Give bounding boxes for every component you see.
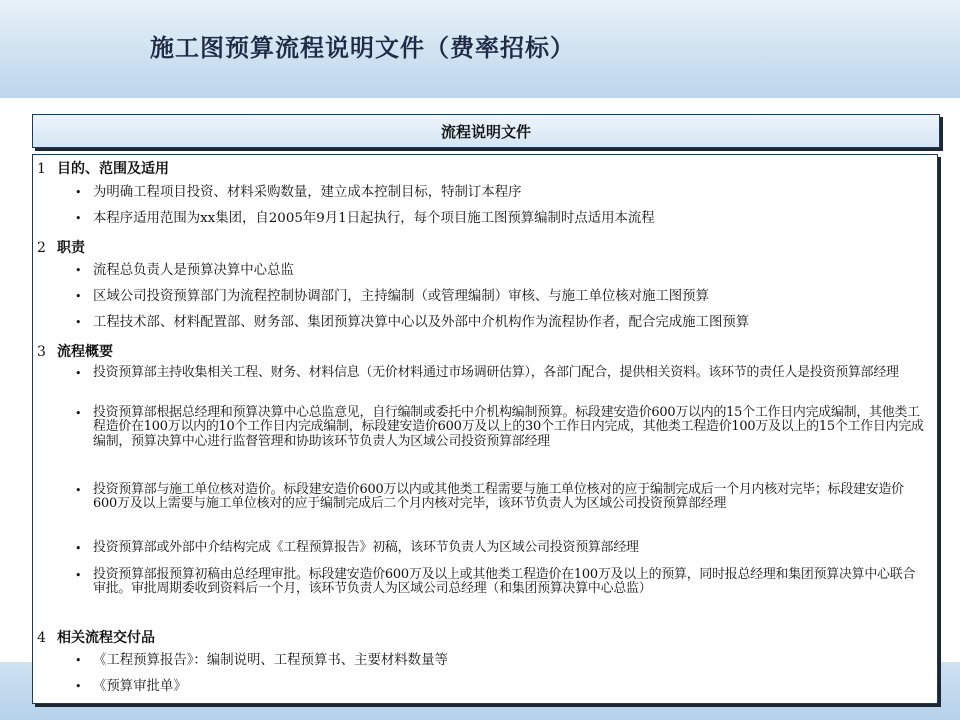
list-item: • 《预算审批单》 xyxy=(75,679,187,694)
bullet-icon: • xyxy=(75,542,82,555)
bullet-icon: • xyxy=(75,484,82,497)
section-title: 职责 xyxy=(57,240,85,256)
section-title: 流程概要 xyxy=(57,344,113,360)
content-box xyxy=(32,154,938,704)
bullet-icon: • xyxy=(75,367,82,380)
list-item: • 区域公司投资预算部门为流程控制协调部门，主持编制（或管理编制）审核、与施工单位核对施工图预算 xyxy=(75,289,709,304)
list-item: • 《工程预算报告》：编制说明、工程预算书、主要材料数量等 xyxy=(75,653,448,668)
list-item: • 流程总负责人是预算决算中心总监 xyxy=(75,263,294,278)
bullet-icon: • xyxy=(75,407,82,420)
list-item: • 投资预算部主持收集相关工程、财务、材料信息（无价材料通过市场调研估算），各部门配合，提供相关资料。该环节的责任人是投资预算部经理 xyxy=(75,365,899,380)
list-item: • 投资预算部或外部中介结构完成《工程预算报告》初稿，该环节负责人为区域公司投资预算部经理 xyxy=(75,540,639,555)
section-title: 相关流程交付品 xyxy=(57,630,155,646)
list-item: • 投资预算部与施工单位核对造价。标段建安造价600万以内或其他类工程需要与施工单位核对的应于编制完成后一个月内核对完毕；标段建安造价600万及以上需要与施工单位核对的应于编制完成后二个月内核对完毕，该环节负责人为区域公司投资预算部经理 xyxy=(75,482,904,512)
section-number: 3 xyxy=(37,344,46,360)
slide-title: 施工图预算流程说明文件（费率招标） xyxy=(150,33,575,62)
bullet-icon: • xyxy=(75,290,82,303)
bullet-icon: • xyxy=(75,212,82,225)
bullet-icon: • xyxy=(75,654,82,667)
list-item: • 为明确工程项目投资、材料采购数量，建立成本控制目标，特制订本程序 xyxy=(75,185,522,200)
document-header-box xyxy=(32,114,940,148)
list-item: • 本程序适用范围为xx集团，自2005年9月1日起执行，每个项目施工图预算编制时点适用本流程 xyxy=(75,211,655,226)
list-item: • 工程技术部、材料配置部、财务部、集团预算决算中心以及外部中介机构作为流程协作者，配合完成施工图预算 xyxy=(75,315,750,330)
bullet-icon: • xyxy=(75,264,82,277)
bullet-icon: • xyxy=(75,680,82,693)
section-3-heading xyxy=(37,341,113,361)
bullet-icon: • xyxy=(75,569,82,582)
section-number: 1 xyxy=(37,161,46,177)
section-number: 2 xyxy=(37,240,46,256)
section-4-heading xyxy=(37,627,155,647)
section-title: 目的、范围及适用 xyxy=(57,161,169,177)
bullet-icon: • xyxy=(75,186,82,199)
document-header-label: 流程说明文件 xyxy=(440,122,531,141)
section-2-heading xyxy=(37,237,85,257)
list-item: • 投资预算部根据总经理和预算决算中心总监意见，自行编制或委托中介机构编制预算。标段建安造价600万以内的15个工作日内完成编制，其他类工程造价在100万以内的10个工作日内完成编制，标段建安造价600万及以上的30个工作日内完成，其他类工程造价100万及以上的15个工作日内完成编制，预算决算中心进行监督管理和协助该环节负责人为区域公司投资预算部经理 xyxy=(75,405,924,449)
bullet-icon: • xyxy=(75,316,82,329)
section-1-heading xyxy=(37,158,169,178)
list-item: • 投资预算部报预算初稿由总经理审批。标段建安造价600万及以上或其他类工程造价在100万及以上的预算，同时报总经理和集团预算决算中心联合审批。审批周期委收到资料后一个月，该环节负责人为区域公司总经理（和集团预算决算中心总监） xyxy=(75,567,916,597)
section-number: 4 xyxy=(37,630,46,646)
